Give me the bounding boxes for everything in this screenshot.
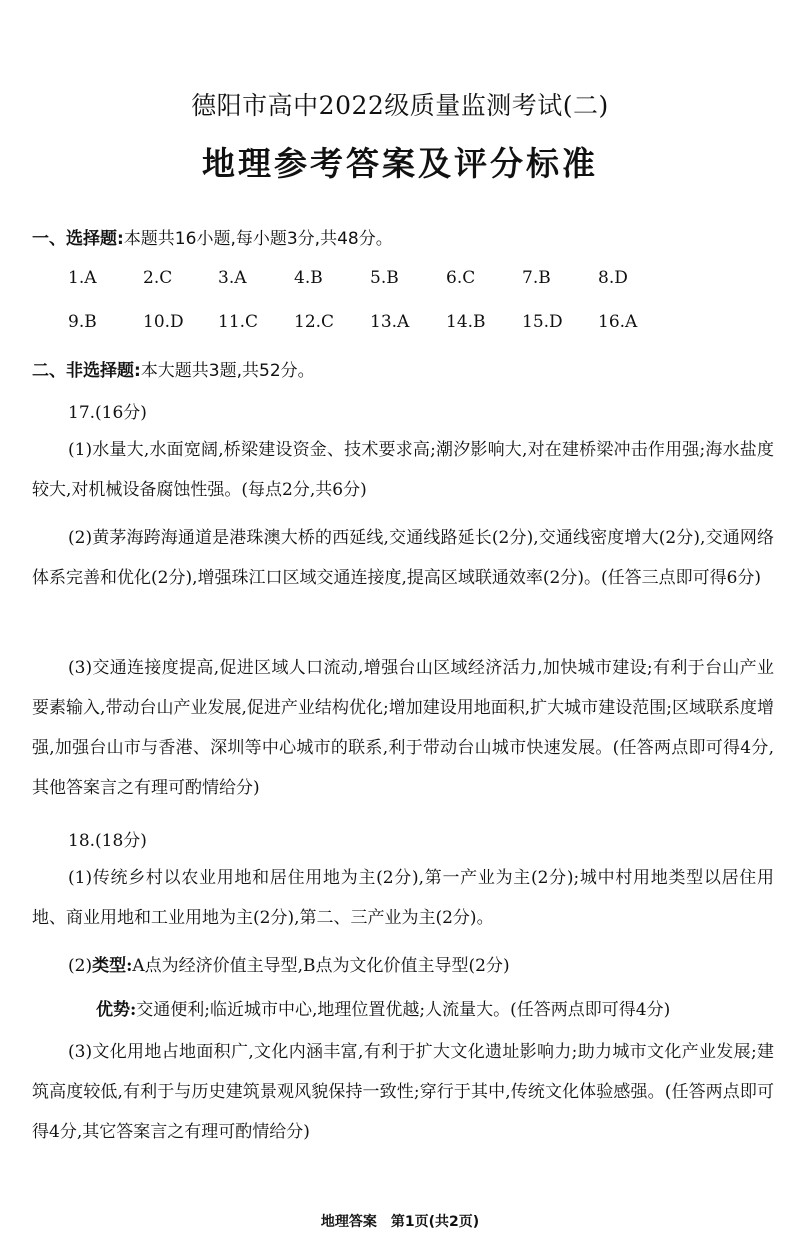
answer-item: 12.C — [294, 312, 335, 332]
q17-answer-2: (2)黄茅海跨海通道是港珠澳大桥的西延线,交通线路延长(2分),交通线密度增大(2分),交通网络体系完善和优化(2分),增强珠江口区域交通连接度,提高区域联通效率(2分)。(任答三点即可得6分) — [32, 528, 774, 588]
answer-item: 11.C — [218, 312, 259, 332]
answer-item: 10.D — [143, 312, 184, 332]
exam-subtitle: 德阳市高中2022级质量监测考试(二) — [191, 91, 609, 120]
answer-item: 13.A — [370, 312, 410, 332]
q18-answer-2-prefix: (2) — [68, 956, 93, 976]
answer-item: 16.A — [598, 312, 638, 332]
q18-answer-3: (3)文化用地占地面积广,文化内涵丰富,有利于扩大文化遗址影响力;助力城市文化产业发展;建筑高度较低,有利于与历史建筑景观风貌保持一致性;穿行于其中,传统文化体验感强。(任答两点即可得4分,其它答案言之有理可酌情给分) — [32, 1042, 774, 1142]
q18-advantage-text: 交通便利;临近城市中心,地理位置优越;人流量大。(任答两点即可得4分) — [136, 1000, 671, 1020]
answer-item: 7.B — [522, 268, 551, 288]
page-title: 地理参考答案及评分标准 — [202, 144, 598, 183]
section-2-label: 二、非选择题: — [32, 361, 141, 381]
answer-item: 1.A — [68, 268, 97, 288]
q18-answer-1: (1)传统乡村以农业用地和居住用地为主(2分),第一产业为主(2分);城中村用地类型以居住用地、商业用地和工业用地为主(2分),第二、三产业为主(2分)。 — [32, 868, 774, 928]
q18-type-text: A点为经济价值主导型,B点为文化价值主导型(2分) — [132, 956, 510, 976]
q17-answer-1: (1)水量大,水面宽阔,桥梁建设资金、技术要求高;潮汐影响大,对在建桥梁冲击作用强;海水盐度较大,对机械设备腐蚀性强。(每点2分,共6分) — [32, 440, 774, 500]
answer-item: 5.B — [370, 268, 399, 288]
q18-answer-2-type — [32, 946, 774, 986]
q18-answer-2-advantage — [96, 990, 776, 1030]
question-17-heading: 17.(16分) — [68, 403, 147, 423]
section-1-heading — [32, 224, 393, 249]
answer-item: 8.D — [598, 268, 628, 288]
answer-item: 14.B — [446, 312, 486, 332]
section-1-label: 一、选择题: — [32, 229, 124, 249]
section-2-description: 本大题共3题,共52分。 — [140, 361, 315, 381]
page-footer: 地理答案 第1页(共2页) — [320, 1214, 480, 1230]
q17-answer-3: (3)交通连接度提高,促进区域人口流动,增强台山区域经济活力,加快城市建设;有利于台山产业要素输入,带动台山产业发展,促进产业结构优化;增加建设用地面积,扩大城市建设范围;区域联系度增强,加强台山市与香港、深圳等中心城市的联系,利于带动台山城市快速发展。(任答两点即可得4分,其他答案言之有理可酌情给分) — [32, 658, 774, 798]
answer-item: 2.C — [143, 268, 173, 288]
answer-item: 4.B — [294, 268, 323, 288]
q18-advantage-label: 优势: — [96, 1000, 137, 1020]
answer-item: 3.A — [218, 268, 247, 288]
answer-item: 9.B — [68, 312, 97, 332]
section-2-heading — [32, 356, 315, 381]
q18-type-label: 类型: — [92, 956, 133, 976]
section-1-description: 本题共16小题,每小题3分,共48分。 — [123, 229, 393, 249]
answer-item: 6.C — [446, 268, 476, 288]
answer-item: 15.D — [522, 312, 563, 332]
question-18-heading: 18.(18分) — [68, 831, 147, 851]
